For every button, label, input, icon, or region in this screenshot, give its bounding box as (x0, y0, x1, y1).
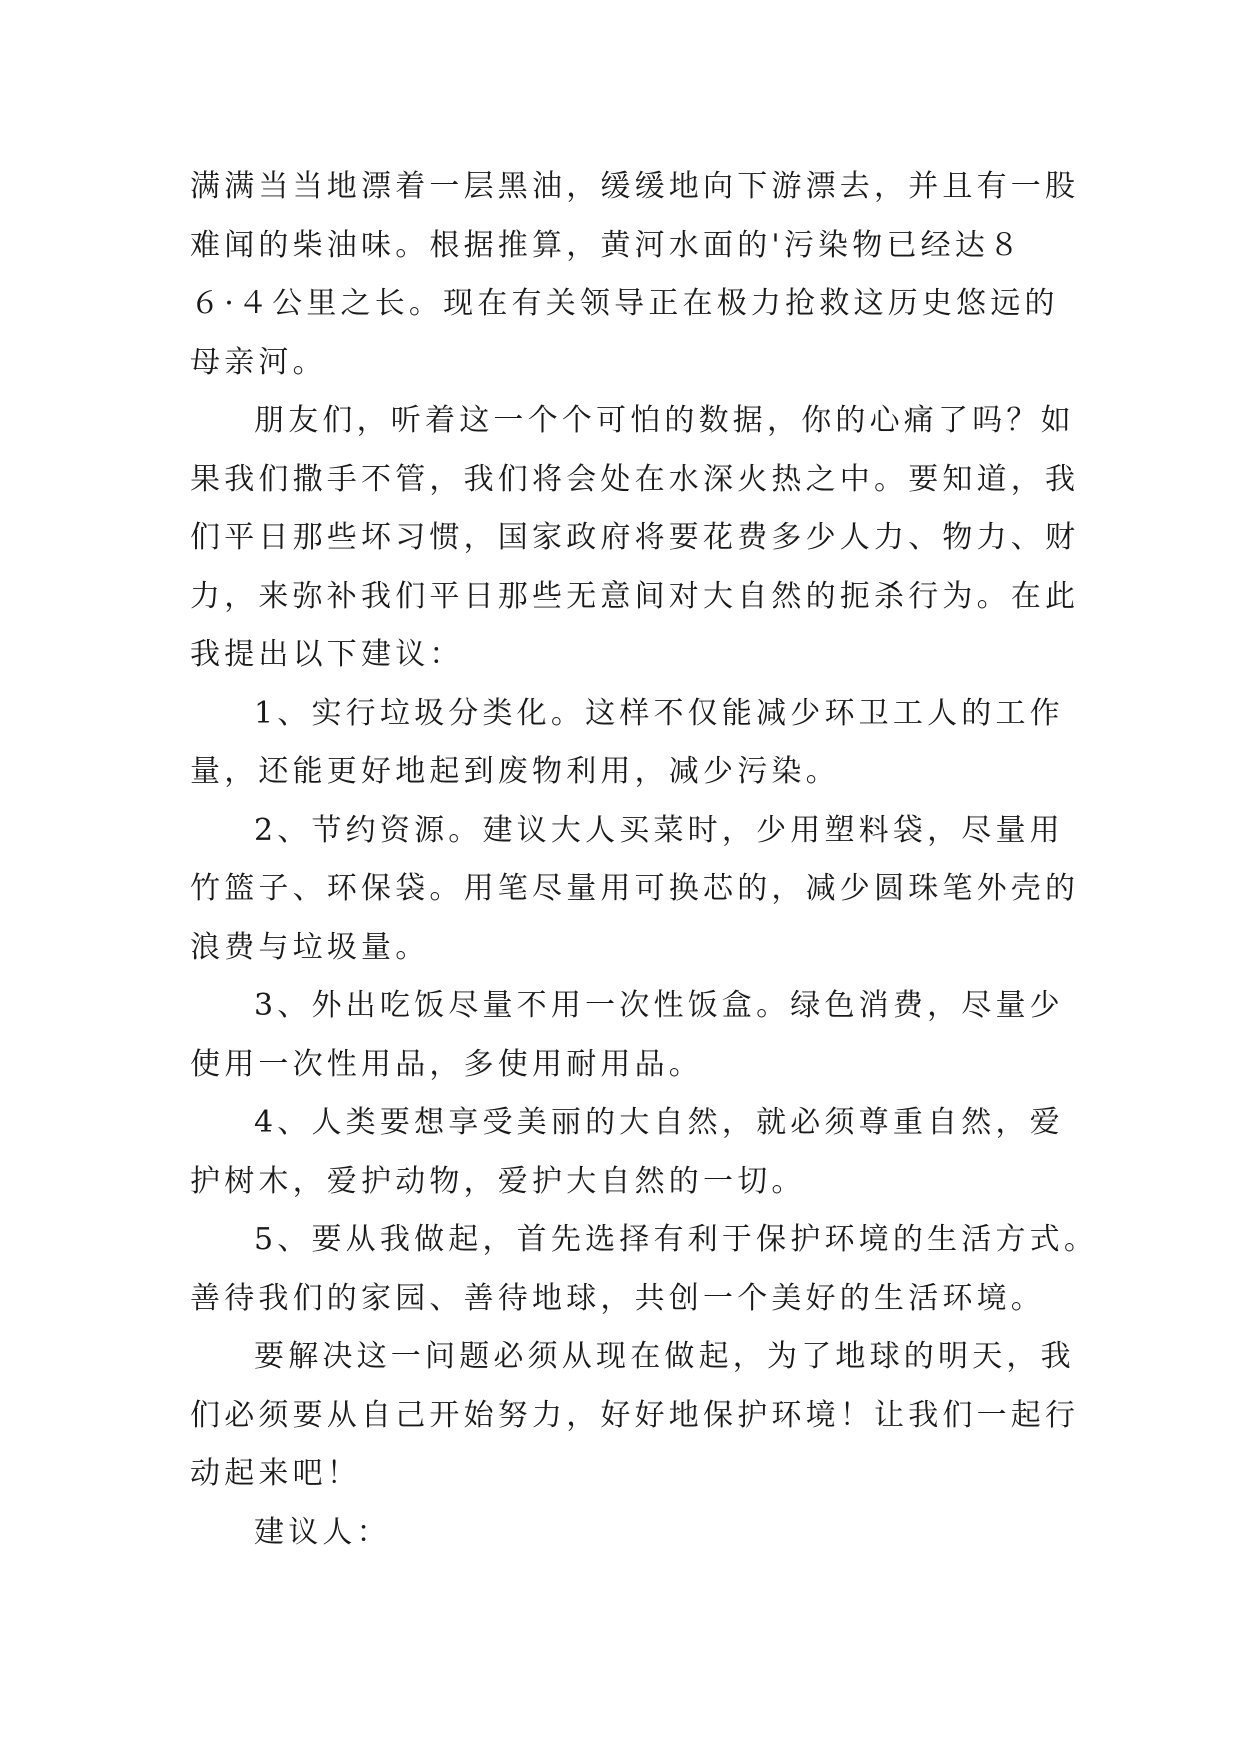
signature-label: 建议人： (254, 1514, 391, 1550)
paragraph-conclusion (190, 1328, 1080, 1504)
paragraph-appeal (190, 392, 1080, 685)
text-line: 难闻的柴油味。根据推算，黄河水面的'污染物已经达８ (190, 227, 1024, 263)
text-line: 2、节约资源。建议大人买菜时，少用塑料袋，尽量用 (254, 812, 1064, 848)
text-line: 母亲河。 (190, 344, 327, 380)
paragraph-suggestion-4 (190, 1094, 1064, 1211)
text-line: 3、外出吃饭尽量不用一次性饭盒。绿色消费，尽量少 (254, 988, 1064, 1023)
text-line: 们必须要从自己开始努力，好好地保护环境！让我们一起行 (190, 1397, 1080, 1433)
text-line: 要解决这一问题必须从现在做起，为了地球的明天，我 (254, 1339, 1075, 1374)
text-line: 满满当当地漂着一层黑油，缓缓地向下游漂去，并且有一股 (190, 169, 1080, 204)
text-line: 力，来弥补我们平日那些无意间对大自然的扼杀行为。在此 (190, 578, 1080, 614)
paragraph-signature (190, 1504, 1050, 1563)
text-line: 护树木，爱护动物，爱护大自然的一切。 (190, 1163, 806, 1199)
text-line: 5、要从我做起，首先选择有利于保护环境的生活方式。 (254, 1222, 1099, 1257)
text-line: 善待我们的家园、善待地球，共创一个美好的生活环境。 (190, 1280, 1045, 1316)
paragraph-continuation (190, 158, 1080, 392)
text-line: 竹篮子、环保袋。用笔尽量用可换芯的，减少圆珠笔外壳的 (190, 871, 1080, 906)
text-line: 浪费与垃圾量。 (190, 929, 430, 965)
text-line: 果我们撒手不管，我们将会处在水深火热之中。要知道，我 (190, 461, 1080, 497)
text-line: 使用一次性用品，多使用耐用品。 (190, 1046, 703, 1082)
text-line: 动起来吧！ (190, 1456, 361, 1491)
text-line: 1、实行垃圾分类化。这样不仅能减少环卫工人的工作 (254, 695, 1064, 731)
text-line: 量，还能更好地起到废物利用，减少污染。 (190, 754, 840, 789)
paragraph-suggestion-2 (190, 802, 1080, 978)
text-line: 我提出以下建议： (190, 637, 464, 672)
paragraph-suggestion-5 (190, 1211, 1099, 1328)
text-line: 4、人类要想享受美丽的大自然，就必须尊重自然，爱 (254, 1105, 1064, 1140)
paragraph-suggestion-3 (190, 977, 1064, 1094)
text-line: ６·４公里之长。现在有关领导正在极力抢救这历史悠远的 (190, 286, 1059, 321)
text-line: 朋友们，听着这一个个可怕的数据，你的心痛了吗？如 (254, 403, 1075, 438)
document-body (190, 158, 1099, 1562)
paragraph-suggestion-1 (190, 685, 1064, 802)
text-line: 们平日那些坏习惯，国家政府将要花费多少人力、物力、财 (190, 520, 1080, 555)
